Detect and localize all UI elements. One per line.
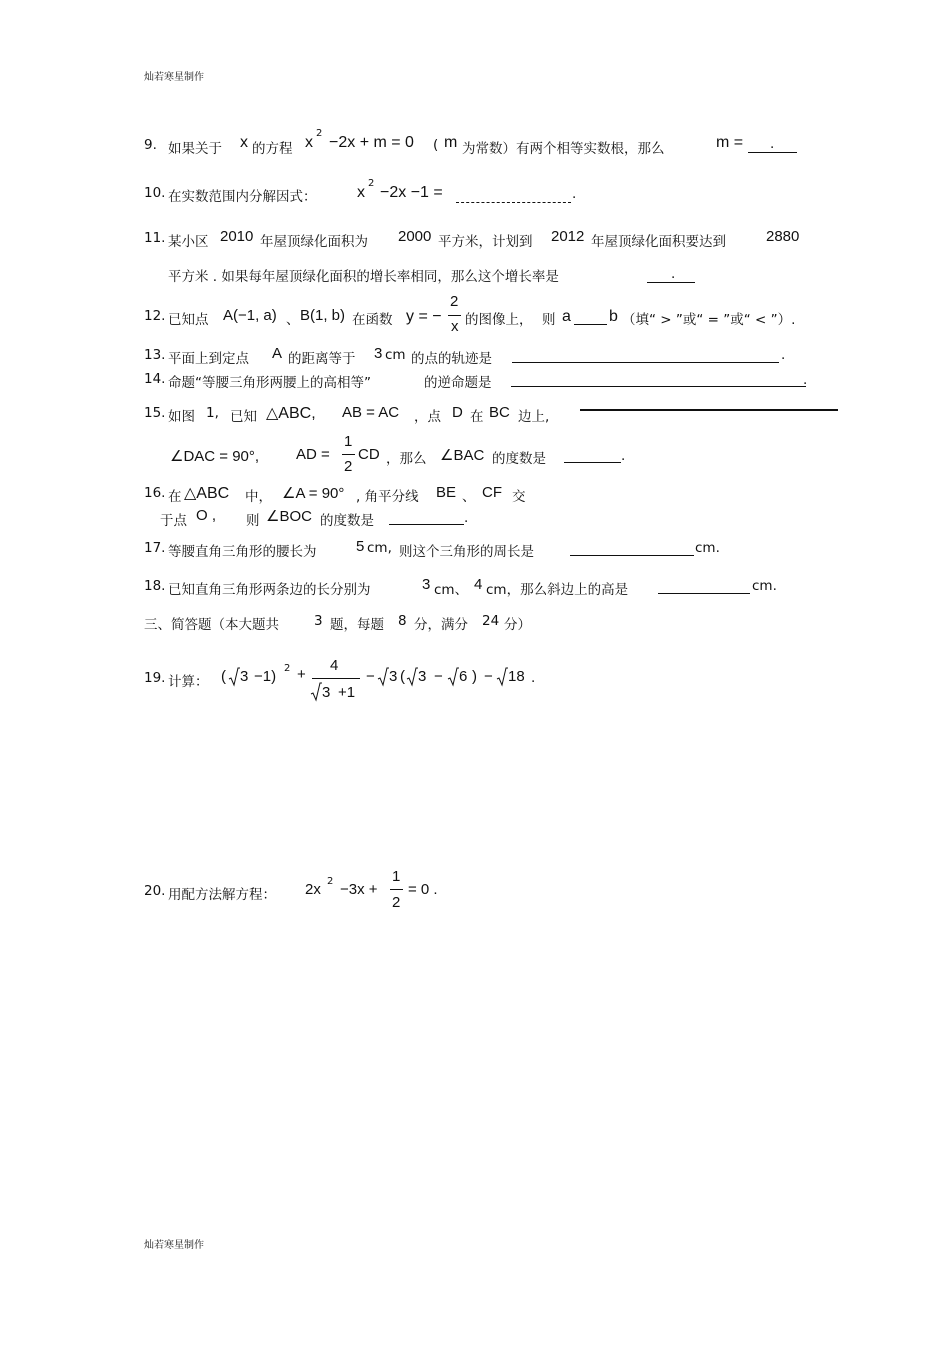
figure-line [580, 409, 838, 411]
q9-var-m: m [444, 134, 458, 151]
q15-triangle: △ABC, [266, 405, 316, 422]
sqrt-icon [377, 667, 389, 687]
q15-answer-blank[interactable] [564, 462, 621, 463]
q19-frac-bar [312, 678, 360, 679]
q19-exponent: 2 [284, 663, 291, 674]
q12-frac-den: x [451, 318, 459, 335]
q10-exponent: 2 [368, 178, 375, 189]
q11-text: 平方米，计划到 [438, 234, 533, 250]
q19-open-paren: ( [400, 668, 405, 685]
q15-text: 边上, [518, 409, 550, 425]
q14-answer-blank[interactable] [511, 386, 806, 387]
q12-text: 则 [542, 312, 556, 328]
q19-radicand-4: 6 [459, 668, 468, 685]
sqrt-icon [310, 682, 322, 702]
q13-text: 的距离等于 [288, 351, 356, 367]
q15-frac-bar [342, 454, 355, 455]
q13-text: 的点的轨迹是 [411, 351, 492, 367]
q12-frac-bar [448, 315, 461, 316]
q18-value-1: 3 [422, 576, 431, 593]
q9-dot: . [770, 136, 775, 152]
q15-text: ，点 [414, 409, 441, 425]
q18-end: cm. [752, 578, 777, 594]
q14-number: 14. [144, 371, 166, 387]
q12-point-b: B(1, b) [300, 307, 346, 324]
q20-exponent: 2 [327, 876, 334, 887]
q19-frac-den-radicand: 3 [322, 684, 331, 701]
q16-text: 则 [246, 513, 260, 529]
q11-text: 年屋顶绿化面积要达到 [591, 234, 726, 250]
page-footer: 灿若寒星制作 [144, 1240, 204, 1251]
q19-radicand-3: 3 [418, 668, 427, 685]
q15-text: 已知 [230, 409, 257, 425]
section-title: 三、简答题（本大题共 [144, 617, 279, 633]
q20-number: 20. [144, 883, 166, 899]
q9-text: 如果关于 [168, 141, 222, 157]
q16-text: 的度数是 [320, 513, 374, 529]
q9-text: 的方程 [252, 141, 293, 157]
q19-minus: − [366, 668, 375, 685]
section-text: 分，满分 [414, 617, 468, 633]
q9-answer-label: m = [716, 134, 744, 151]
q17-text: 等腰直角三角形的腰长为 [168, 544, 317, 560]
q17-answer-blank[interactable] [570, 555, 694, 556]
sqrt-icon [447, 667, 459, 687]
q15-frac-den: 2 [344, 458, 353, 475]
q17-value: 5 [356, 538, 365, 555]
q15-figure-ref: 1, [206, 405, 219, 421]
q15-text: 如图 [168, 409, 195, 425]
q9-text: ( [433, 137, 439, 153]
q12-text: 的图像上， [465, 312, 533, 328]
q20-frac-bar [390, 889, 403, 890]
q19-number: 19. [144, 670, 166, 686]
q19-end: . [531, 670, 536, 686]
q10-text: 在实数范围内分解因式： [168, 189, 317, 205]
q12-point-a: A(−1, a) [223, 307, 277, 324]
q16-triangle: △ABC [184, 485, 230, 502]
q19-text: 计算： [168, 674, 209, 690]
q15-number: 15. [144, 405, 166, 421]
q12-function: y = − [406, 308, 442, 325]
q12-frac-num: 2 [450, 293, 459, 310]
q15-end: . [621, 448, 626, 464]
q19-radicand-2: 3 [389, 668, 398, 685]
q17-end: cm. [695, 540, 720, 556]
q16-answer-blank[interactable] [389, 524, 464, 525]
sqrt-icon [228, 667, 240, 687]
section-text: 题，每题 [330, 617, 384, 633]
q18-unit-2: cm，那么斜边上的高是 [486, 582, 629, 598]
q15-cd: CD [358, 446, 380, 463]
q12-hint: （填“ > ”或“ = ”或“ < ”）. [622, 312, 796, 328]
q18-number: 18. [144, 578, 166, 594]
q12-text: 在函数 [352, 312, 393, 328]
q9-equation-rest: −2x + m = 0 [329, 134, 414, 151]
q15-text: ，那么 [386, 451, 427, 467]
q20-frac-num: 1 [392, 868, 401, 885]
q12-sep: 、 [286, 312, 300, 328]
q17-text: 则这个三角形的周长是 [399, 544, 534, 560]
q19-radicand-1: 3 [240, 668, 249, 685]
q13-answer-blank[interactable] [512, 362, 779, 363]
q20-lhs: 2x [305, 881, 321, 898]
q19-plus: + [297, 666, 306, 683]
q19-minus-inner: − [434, 668, 443, 685]
q20-mid: −3x + [340, 881, 378, 898]
q20-frac-den: 2 [392, 894, 401, 911]
q15-point-d: D [452, 404, 463, 421]
q13-point-a: A [272, 345, 283, 362]
q19-frac-num: 4 [330, 657, 339, 674]
q9-equation: x [305, 134, 313, 151]
q14-end: . [803, 372, 808, 388]
q9-exponent: 2 [316, 128, 323, 139]
q10-expr-rest: −2x −1 = [380, 184, 443, 201]
q9-var-x: x [240, 134, 248, 151]
q19-frac-den-rest: +1 [338, 684, 356, 701]
q10-expr: x [357, 184, 365, 201]
q16-be: BE [436, 484, 457, 501]
q9-number: 9. [144, 137, 157, 153]
section-text: 分） [504, 617, 531, 633]
sqrt-icon [406, 667, 418, 687]
q13-value: 3 [374, 345, 383, 362]
q14-text: 命题“等腰三角形两腰上的高相等” [168, 375, 371, 391]
q16-number: 16. [144, 485, 166, 501]
q19-term-1: −1) [254, 668, 277, 685]
q12-a: a [562, 308, 571, 325]
q10-number: 10. [144, 185, 166, 201]
q16-point-o: O , [196, 507, 217, 524]
q13-end: . [781, 347, 786, 363]
q15-text: 的度数是 [492, 451, 546, 467]
q19-minus-2: − [484, 668, 493, 685]
q16-text: 在 [168, 489, 182, 505]
q11-number: 11. [144, 230, 166, 246]
q20-rhs: = 0 . [408, 881, 438, 898]
q18-unit-1: cm、 [434, 582, 469, 598]
q11-answer-blank[interactable] [647, 282, 695, 283]
q11-text: 某小区 [168, 234, 209, 250]
section-count: 3 [314, 613, 323, 629]
q15-angle-bac: ∠BAC [440, 447, 485, 464]
q16-sep: 、 [462, 489, 476, 505]
q20-text: 用配方法解方程： [168, 887, 276, 903]
q15-angle-dac: ∠DAC = 90°, [170, 448, 260, 465]
q15-frac-num: 1 [344, 433, 353, 450]
q13-unit: cm [385, 347, 406, 363]
section-points: 8 [398, 613, 407, 629]
q16-text: 交 [512, 489, 526, 505]
section-total: 24 [482, 613, 500, 629]
q11-year2: 2012 [551, 228, 585, 245]
q11-dot: . [671, 266, 676, 282]
q15-segment-bc: BC [489, 404, 510, 421]
q12-answer-blank[interactable] [574, 324, 607, 325]
q17-unit: cm, [367, 540, 392, 556]
q19-paren: ( [221, 668, 226, 685]
q16-text: , 角平分线 [356, 489, 419, 505]
q12-text: 已知点 [168, 312, 209, 328]
q13-text: 平面上到定点 [168, 351, 249, 367]
q9-text: 为常数）有两个相等实数根，那么 [462, 141, 665, 157]
q18-value-2: 4 [474, 576, 483, 593]
sqrt-icon [496, 667, 508, 687]
q16-line2: 于点 [160, 513, 187, 529]
q11-text: 年屋顶绿化面积为 [260, 234, 368, 250]
q15-text: 在 [470, 409, 484, 425]
q16-text: 中， [245, 489, 272, 505]
q18-text: 已知直角三角形两条边的长分别为 [168, 582, 371, 598]
page-header: 灿若寒星制作 [144, 72, 204, 83]
q16-angle-boc: ∠BOC [266, 508, 312, 525]
q16-angle-a: ∠A = 90° [282, 485, 345, 502]
q18-answer-blank[interactable] [658, 593, 750, 594]
q11-year1: 2010 [220, 228, 254, 245]
q9-answer-blank[interactable] [748, 152, 797, 153]
q11-area2: 2880 [766, 228, 800, 245]
q10-answer-blank[interactable] [456, 202, 571, 203]
q17-number: 17. [144, 540, 166, 556]
q14-text: 的逆命题是 [424, 375, 492, 391]
q15-equality: AB = AC [342, 404, 400, 421]
q19-close-paren: ) [472, 668, 477, 685]
q13-number: 13. [144, 347, 166, 363]
q15-ad: AD = [296, 446, 330, 463]
q16-cf: CF [482, 484, 502, 501]
q19-radicand-5: 18 [508, 668, 525, 685]
q16-end: . [464, 510, 469, 526]
q12-number: 12. [144, 308, 166, 324]
q10-end: . [572, 186, 577, 202]
q11-line2: 平方米 . 如果每年屋顶绿化面积的增长率相同，那么这个增长率是 [168, 269, 559, 285]
q12-b: b [609, 308, 618, 325]
q11-area1: 2000 [398, 228, 432, 245]
